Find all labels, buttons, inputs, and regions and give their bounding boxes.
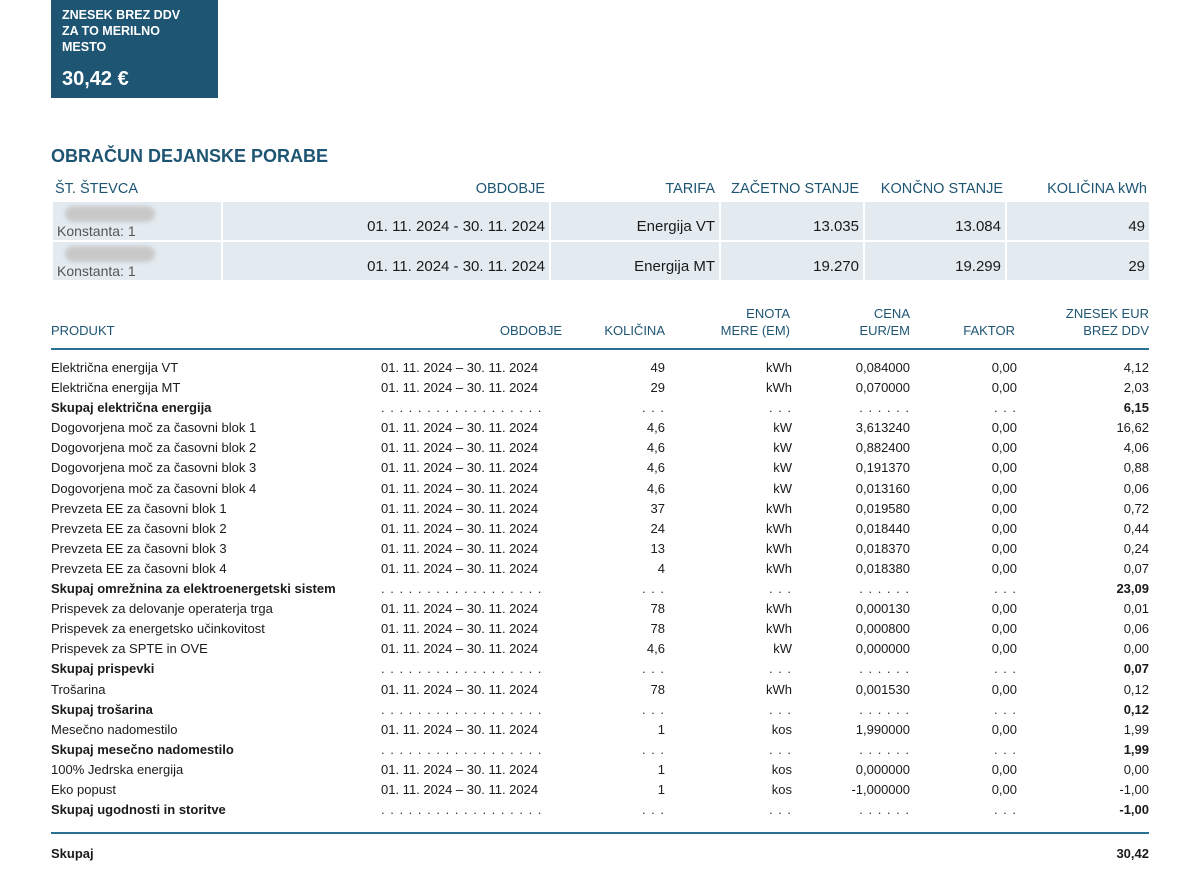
product-amount: 0,06	[1123, 480, 1149, 496]
product-name: Dogovorjena moč za časovni blok 2	[51, 440, 257, 456]
product-name: Električna energija VT	[51, 360, 179, 375]
product-period: 01. 11. 2024 – 30. 11. 2024	[381, 721, 539, 737]
product-row	[51, 437, 1149, 457]
product-factor: 0,00	[991, 621, 1017, 637]
meter-value-tariff: Energija MT	[634, 258, 715, 275]
header-meter-no: ŠT. ŠTEVCA	[55, 181, 138, 197]
product-price: 0,000000	[855, 641, 910, 657]
product-qty: . . .	[641, 661, 665, 677]
product-factor: 0,00	[991, 761, 1017, 777]
product-row	[51, 377, 1149, 397]
meter-cell-start	[721, 242, 863, 280]
product-qty: . . .	[641, 581, 665, 597]
product-period: 01. 11. 2024 – 30. 11. 2024	[381, 500, 539, 516]
product-qty: . . .	[641, 802, 665, 818]
product-qty: . . .	[641, 741, 665, 757]
header-product: PRODUKT	[51, 323, 115, 338]
header-unit	[721, 305, 790, 339]
product-amount: 0,88	[1123, 460, 1149, 476]
meter-value-end: 19.299	[955, 258, 1001, 275]
product-period: 01. 11. 2024 – 30. 11. 2024	[381, 681, 539, 697]
product-qty: 4,6	[646, 641, 665, 657]
meter-cell-constant	[53, 202, 221, 240]
product-row	[51, 478, 1149, 498]
header-unit-line2: MERE (EM)	[720, 323, 790, 338]
meter-cell-period	[223, 242, 549, 280]
meter-cell-constant	[53, 242, 221, 280]
product-amount: -1,00	[1119, 802, 1149, 818]
meter-cell-qty	[1007, 202, 1149, 240]
meter-value-qty: 29	[1128, 258, 1145, 275]
subtotal-row	[51, 397, 1149, 417]
product-price: . . . . . .	[859, 400, 910, 416]
meter-table	[53, 179, 1149, 280]
product-name: Prevzeta EE za časovni blok 1	[51, 500, 227, 516]
product-factor: 0,00	[991, 601, 1017, 617]
product-qty: 1	[657, 781, 665, 797]
product-period: . . . . . . . . . . . . . . . . . .	[381, 741, 543, 757]
product-price: 0,018380	[855, 560, 910, 576]
product-name: Električna energija MT	[51, 380, 181, 396]
product-amount: 6,15	[1123, 400, 1149, 416]
meter-cell-tariff	[551, 242, 719, 280]
product-period: 01. 11. 2024 – 30. 11. 2024	[381, 360, 539, 375]
product-amount: 23,09	[1116, 581, 1149, 597]
product-qty: 24	[650, 520, 665, 536]
product-factor: 0,00	[991, 641, 1017, 657]
header-amount-line1: ZNESEK EUR	[1065, 306, 1149, 321]
products-table	[51, 302, 1149, 819]
product-period: 01. 11. 2024 – 30. 11. 2024	[381, 621, 539, 637]
product-period: . . . . . . . . . . . . . . . . . .	[381, 661, 543, 677]
product-name: Prevzeta EE za časovni blok 3	[51, 540, 227, 556]
product-unit: . . .	[768, 741, 792, 757]
product-price: 0,000800	[855, 621, 910, 637]
product-row	[51, 679, 1149, 699]
meter-cell-end	[865, 202, 1005, 240]
product-factor: 0,00	[991, 781, 1017, 797]
header-qty: KOLIČINA kWh	[1047, 181, 1147, 197]
total-divider	[51, 832, 1149, 834]
product-qty: 4,6	[646, 440, 665, 456]
product-row	[51, 759, 1149, 779]
product-factor: 0,00	[991, 721, 1017, 737]
product-row	[51, 618, 1149, 638]
product-name: Skupaj omrežnina za elektroenergetski sistem	[51, 581, 336, 597]
product-name: 100% Jedrska energija	[51, 761, 184, 777]
product-amount: -1,00	[1119, 781, 1149, 797]
product-row	[51, 457, 1149, 477]
product-unit: kos	[771, 781, 792, 797]
header-factor: FAKTOR	[963, 323, 1015, 338]
product-period: 01. 11. 2024 – 30. 11. 2024	[381, 520, 539, 536]
product-price: 0,070000	[855, 380, 910, 396]
meter-row	[53, 202, 1149, 240]
product-amount: 4,06	[1123, 440, 1149, 456]
product-unit: kos	[771, 761, 792, 777]
product-unit: . . .	[768, 802, 792, 818]
meter-value-qty: 49	[1128, 218, 1145, 235]
product-row	[51, 719, 1149, 739]
product-qty: 4	[657, 560, 665, 576]
product-amount: 0,07	[1123, 560, 1149, 576]
product-name: Dogovorjena moč za časovni blok 1	[51, 420, 257, 436]
product-row	[51, 357, 1149, 377]
subtotal-row	[51, 799, 1149, 819]
product-row	[51, 518, 1149, 538]
product-factor: 0,00	[991, 560, 1017, 576]
product-unit: kWh	[766, 540, 792, 556]
product-row	[51, 638, 1149, 658]
product-name: Prispevek za delovanje operaterja trga	[51, 601, 273, 617]
product-price: 0,019580	[855, 500, 910, 516]
product-name: Skupaj prispevki	[51, 661, 155, 677]
product-amount: 0,06	[1123, 621, 1149, 637]
section-title: OBRAČUN DEJANSKE PORABE	[51, 146, 329, 166]
product-qty: 1	[657, 721, 665, 737]
product-factor: 0,00	[991, 540, 1017, 556]
product-row	[51, 558, 1149, 578]
product-factor: 0,00	[991, 360, 1017, 375]
product-unit: kWh	[766, 380, 792, 396]
product-name: Prispevek za SPTE in OVE	[51, 641, 208, 657]
product-period: 01. 11. 2024 – 30. 11. 2024	[381, 480, 539, 496]
product-price: . . . . . .	[859, 741, 910, 757]
product-unit: kWh	[766, 520, 792, 536]
product-amount: 2,03	[1123, 380, 1149, 396]
product-qty: 29	[650, 380, 665, 396]
product-qty: 4,6	[646, 460, 665, 476]
product-price: 0,084000	[855, 360, 910, 375]
header-amount	[1066, 305, 1149, 339]
header-period: OBDOBJE	[475, 181, 545, 197]
subtotal-row	[51, 739, 1149, 759]
product-unit: kWh	[766, 681, 792, 697]
products-header	[51, 302, 1149, 350]
meter-value-start: 13.035	[813, 218, 859, 235]
product-amount: 0,07	[1123, 661, 1149, 677]
product-name: Skupaj trošarina	[51, 701, 153, 717]
meter-value-period: 01. 11. 2024 - 30. 11. 2024	[367, 258, 545, 275]
product-unit: kos	[771, 721, 792, 737]
product-name: Dogovorjena moč za časovni blok 4	[51, 480, 257, 496]
product-period: 01. 11. 2024 – 30. 11. 2024	[381, 781, 539, 797]
subtotal-row	[51, 578, 1149, 598]
product-factor: 0,00	[991, 520, 1017, 536]
product-amount: 0,72	[1123, 500, 1149, 516]
product-period: 01. 11. 2024 – 30. 11. 2024	[381, 641, 539, 657]
product-factor: . . .	[993, 581, 1017, 597]
product-factor: 0,00	[991, 420, 1017, 436]
product-row	[51, 598, 1149, 618]
product-qty: 1	[657, 761, 665, 777]
product-factor: 0,00	[991, 380, 1017, 396]
product-amount: 1,99	[1123, 741, 1149, 757]
meter-value-constant: Konstanta: 1	[57, 223, 136, 239]
product-name: Prevzeta EE za časovni blok 2	[51, 520, 227, 536]
product-qty: 13	[650, 540, 665, 556]
product-amount: 0,00	[1123, 761, 1149, 777]
product-qty: 4,6	[646, 420, 665, 436]
product-unit: kWh	[766, 560, 792, 576]
product-name: Skupaj mesečno nadomestilo	[51, 741, 234, 757]
product-unit: kW	[773, 641, 792, 657]
product-period: 01. 11. 2024 – 30. 11. 2024	[381, 460, 539, 476]
meter-header	[53, 179, 1149, 200]
product-price: 0,018440	[855, 520, 910, 536]
product-factor: . . .	[993, 400, 1017, 416]
product-amount: 0,12	[1123, 701, 1149, 717]
meter-row	[53, 242, 1149, 280]
product-factor: 0,00	[991, 460, 1017, 476]
product-name: Dogovorjena moč za časovni blok 3	[51, 460, 257, 476]
product-price: . . . . . .	[859, 802, 910, 818]
product-row	[51, 779, 1149, 799]
product-name: Prispevek za energetsko učinkovitost	[51, 621, 265, 637]
product-period: . . . . . . . . . . . . . . . . . .	[381, 581, 543, 597]
meter-value-constant: Konstanta: 1	[57, 263, 136, 279]
meter-value-tariff: Energija VT	[636, 218, 715, 235]
product-period: 01. 11. 2024 – 30. 11. 2024	[381, 560, 539, 576]
product-unit: kW	[773, 440, 792, 456]
product-period: . . . . . . . . . . . . . . . . . .	[381, 802, 543, 818]
meter-cell-qty	[1007, 242, 1149, 280]
product-factor: 0,00	[991, 440, 1017, 456]
product-factor: . . .	[993, 661, 1017, 677]
meter-value-start: 19.270	[813, 258, 859, 275]
product-price: -1,000000	[851, 781, 910, 797]
total-label: Skupaj	[51, 846, 94, 861]
product-qty: . . .	[641, 701, 665, 717]
product-price: . . . . . .	[859, 581, 910, 597]
product-period: 01. 11. 2024 – 30. 11. 2024	[381, 601, 539, 617]
meter-cell-start	[721, 202, 863, 240]
subtotal-row	[51, 658, 1149, 678]
header-tariff: TARIFA	[665, 181, 715, 197]
product-factor: . . .	[993, 802, 1017, 818]
summary-amount: 30,42 €	[62, 68, 129, 90]
product-row	[51, 417, 1149, 437]
product-amount: 16,62	[1116, 420, 1149, 436]
product-price: 0,013160	[855, 480, 910, 496]
product-price: 1,990000	[855, 721, 910, 737]
product-unit: kWh	[766, 360, 792, 375]
product-name: Skupaj ugodnosti in storitve	[51, 802, 226, 818]
product-row	[51, 498, 1149, 518]
product-price: 0,018370	[855, 540, 910, 556]
product-name: Skupaj električna energija	[51, 400, 212, 416]
product-amount: 0,24	[1123, 540, 1149, 556]
product-unit: . . .	[768, 701, 792, 717]
meter-cell-end	[865, 242, 1005, 280]
product-period: 01. 11. 2024 – 30. 11. 2024	[381, 540, 539, 556]
product-period: 01. 11. 2024 – 30. 11. 2024	[381, 420, 539, 436]
product-unit: kWh	[766, 621, 792, 637]
product-amount: 0,00	[1123, 641, 1149, 657]
product-qty: 78	[650, 601, 665, 617]
header-price-line2: EUR/EM	[859, 323, 910, 338]
product-unit: . . .	[768, 581, 792, 597]
product-price: 0,000000	[855, 761, 910, 777]
product-amount: 0,44	[1123, 520, 1149, 536]
product-unit: kWh	[766, 601, 792, 617]
product-qty: 78	[650, 621, 665, 637]
header-price-line1: CENA	[873, 306, 910, 321]
product-price: 3,613240	[855, 420, 910, 436]
product-amount: 1,99	[1123, 721, 1149, 737]
product-amount: 4,12	[1123, 360, 1149, 375]
header-amount-line2: BREZ DDV	[1083, 323, 1149, 338]
header-qty: KOLIČINA	[604, 323, 665, 338]
meter-cell-period	[223, 202, 549, 240]
product-price: . . . . . .	[859, 701, 910, 717]
product-qty: . . .	[641, 400, 665, 416]
product-period: 01. 11. 2024 – 30. 11. 2024	[381, 440, 539, 456]
product-unit: kWh	[766, 500, 792, 516]
product-qty: 49	[650, 360, 665, 375]
product-unit: kW	[773, 420, 792, 436]
summary-box	[51, 0, 218, 98]
product-period: . . . . . . . . . . . . . . . . . .	[381, 400, 543, 416]
product-factor: 0,00	[991, 480, 1017, 496]
product-factor: . . .	[993, 701, 1017, 717]
product-unit: kW	[773, 480, 792, 496]
product-period: 01. 11. 2024 – 30. 11. 2024	[381, 761, 539, 777]
product-factor: 0,00	[991, 681, 1017, 697]
product-qty: 4,6	[646, 480, 665, 496]
product-name: Mesečno nadomestilo	[51, 721, 178, 737]
product-price: 0,001530	[855, 681, 910, 697]
summary-label: ZNESEK BREZ DDV ZA TO MERILNO MESTO	[62, 8, 181, 54]
product-price: 0,000130	[855, 601, 910, 617]
header-start: ZAČETNO STANJE	[731, 181, 859, 197]
product-qty: 78	[650, 681, 665, 697]
total-amount: 30,42	[1116, 846, 1149, 861]
header-unit-line1: ENOTA	[746, 306, 790, 321]
product-factor: 0,00	[991, 500, 1017, 516]
meter-cell-tariff	[551, 202, 719, 240]
product-name: Eko popust	[51, 781, 117, 797]
header-price	[859, 305, 910, 339]
product-row	[51, 538, 1149, 558]
product-unit: . . .	[768, 400, 792, 416]
header-end: KONČNO STANJE	[880, 181, 1003, 197]
product-period: 01. 11. 2024 – 30. 11. 2024	[381, 380, 539, 396]
product-factor: . . .	[993, 741, 1017, 757]
meter-value-period: 01. 11. 2024 - 30. 11. 2024	[367, 218, 545, 235]
product-unit: . . .	[768, 661, 792, 677]
header-period: OBDOBJE	[499, 323, 562, 338]
product-amount: 0,12	[1123, 681, 1149, 697]
meter-value-end: 13.084	[955, 218, 1001, 235]
product-amount: 0,01	[1123, 601, 1149, 617]
product-period: . . . . . . . . . . . . . . . . . .	[381, 701, 543, 717]
product-price: . . . . . .	[859, 661, 910, 677]
redacted-meter-number	[65, 246, 155, 262]
product-name: Trošarina	[51, 681, 106, 697]
redacted-meter-number	[65, 206, 155, 222]
subtotal-row	[51, 699, 1149, 719]
product-name: Prevzeta EE za časovni blok 4	[51, 560, 227, 576]
product-price: 0,191370	[855, 460, 910, 476]
product-qty: 37	[650, 500, 665, 516]
product-unit: kW	[773, 460, 792, 476]
product-price: 0,882400	[855, 440, 910, 456]
